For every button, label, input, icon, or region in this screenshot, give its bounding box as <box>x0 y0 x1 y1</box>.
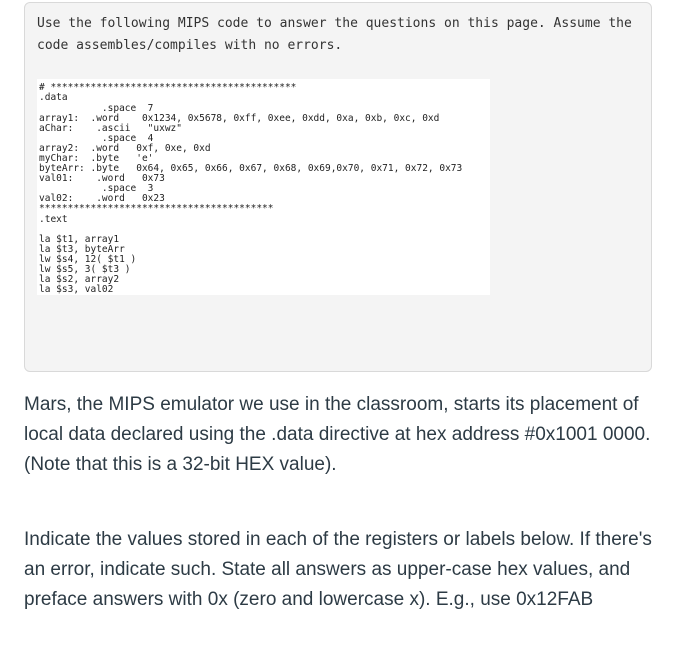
question-intro: Use the following MIPS code to answer the questions on this page. Assume the code assembles/compiles with no errors. <box>37 16 640 53</box>
code-line: .text <box>39 214 68 225</box>
code-line: .space 3 <box>39 183 154 194</box>
code-line: la $s3, val02 <box>39 284 114 295</box>
code-line: byteArr: .byte 0x64, 0x65, 0x66, 0x67, 0x68, 0x69,0x70, 0x71, 0x72, 0x73 <box>39 163 463 174</box>
code-line: val01: .word 0x73 <box>39 173 165 184</box>
code-line: .data <box>39 92 68 103</box>
code-line: val02: .word 0x23 <box>39 193 165 204</box>
code-line: la $t3, byteArr <box>39 244 125 255</box>
code-line: # ******************************************* <box>39 82 297 93</box>
answer-instructions: Indicate the values stored in each of the registers or labels below. If there's an error, indicate such. State all answers as upper-case hex values, and preface answers with 0x (zero and lowercase x). E.g., use 0x12FAB <box>24 529 652 610</box>
code-line: .space 4 <box>39 133 154 144</box>
code-line: aChar: .ascii "uxwz" <box>39 123 182 134</box>
mars-description: Mars, the MIPS emulator we use in the classroom, starts its placement of local data declared using the .data directive at hex address #0x1001 0000. (Note that this is a 32-bit HEX value). <box>24 394 651 475</box>
code-line: ***************************************** <box>39 203 274 214</box>
code-line: la $t1, array1 <box>39 234 120 245</box>
code-line: lw $s5, 3( $t3 ) <box>39 264 131 275</box>
code-line: lw $s4, 12( $t1 ) <box>39 254 137 265</box>
code-line: la $s2, array2 <box>39 274 120 285</box>
mips-code-image <box>37 79 490 295</box>
code-line: myChar: .byte 'e' <box>39 153 154 164</box>
code-line: array1: .word 0x1234, 0x5678, 0xff, 0xee, 0xdd, 0xa, 0xb, 0xc, 0xd <box>39 113 440 124</box>
code-line: .space 7 <box>39 103 154 114</box>
question-box <box>24 2 652 372</box>
code-line: array2: .word 0xf, 0xe, 0xd <box>39 143 211 154</box>
